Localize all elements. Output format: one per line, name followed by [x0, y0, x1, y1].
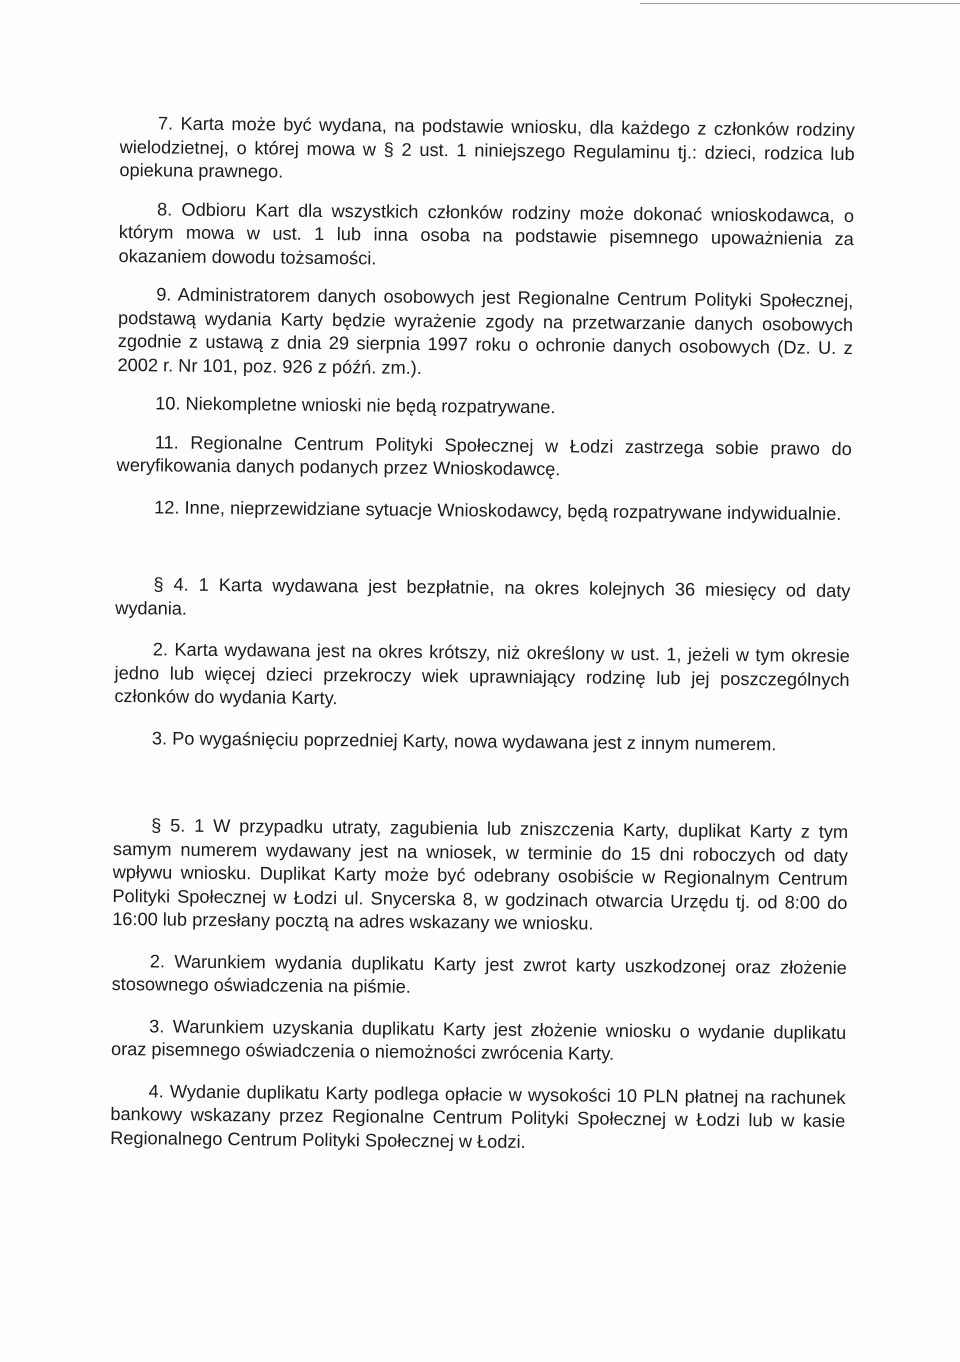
section-4-paragraph-1: § 4. 1 Karta wydawana jest bezpłatnie, na okres kolejnych 36 miesięcy od daty wydania.: [115, 574, 851, 619]
section-5-paragraph-1: § 5. 1 W przypadku utraty, zagubienia lub zniszczenia Karty, duplikat Karty z tym samym numerem wydawany jest na wniosek, w terminie do 15 dni roboczych od daty wpływu wniosku. Duplikat Karty może być odebrany osobiście w Regionalnym Centrum Polityki Społecznej w Łodzi ul. Snycerska 8, w godzinach otwarcia Urzędu tj. od 8:00 do 16:00 lub przesłany pocztą na adres wskazany we wniosku.: [112, 815, 849, 934]
paragraph-12: 12. Inne, nieprzewidziane sytuacje Wnioskodawcy, będą rozpatrywane indywidualnie.: [154, 496, 842, 524]
paragraph-7: 7. Karta może być wydana, na podstawie wniosku, dla każdego z członków rodziny wielodzietnej, o której mowa w § 2 ust. 1 niniejszego Regulaminu tj.: dzieci, rodzica lub opiekuna prawnego.: [119, 113, 855, 182]
section-4-paragraph-2: 2. Karta wydawana jest na okres krótszy, niż określony w ust. 1, jeżeli w tym okresie jedno lub więcej dzieci przekroczy wiek uprawniający rodzinę lub jej poszczególnych członków do wydania Karty.: [114, 639, 850, 709]
top-edge-line: [640, 3, 960, 4]
section-5-paragraph-2: 2. Warunkiem wydania duplikatu Karty jest zwrot karty uszkodzonej oraz złożenie stosownego oświadczenia na piśmie.: [111, 950, 847, 997]
document-body: [110, 112, 855, 1157]
paragraph-10: 10. Niekompletne wnioski nie będą rozpatrywane.: [155, 393, 556, 418]
paragraph-8: 8. Odbioru Kart dla wszystkich członków rodziny może dokonać wnioskodawca, o którym mowa w ust. 1 lub inna osoba na podstawie pisemnego upoważnienia za okazaniem dowodu tożsamości.: [118, 198, 855, 268]
section-4-paragraph-3: 3. Po wygaśnięciu poprzedniej Karty, nowa wydawana jest z innym numerem.: [151, 727, 777, 754]
paragraph-9: 9. Administratorem danych osobowych jest Regionalne Centrum Polityki Społecznej, podstawą wydania Karty będzie wyrażenie zgody na przetwarzanie danych osobowych zgodnie z ustawą z dnia 29 sierpnia 1997 roku o ochronie danych osobowych (Dz. U. z 2002 r. Nr 101, poz. 926 z późń. zm.).: [117, 284, 854, 378]
paragraph-11: 11. Regionalne Centrum Polityki Społecznej w Łodzi zastrzega sobie prawo do weryfikowania danych podanych przez Wnioskodawcę.: [116, 431, 852, 480]
section-5-paragraph-4: 4. Wydanie duplikatu Karty podlega opłacie w wysokości 10 PLN płatnej na rachunek bankowy wskazany przez Regionalne Centrum Polityki Społecznej w Łodzi lub w kasie Regionalnego Centrum Polityki Społecznej w Łodzi.: [110, 1080, 846, 1152]
section-5-paragraph-3: 3. Warunkiem uzyskania duplikatu Karty jest złożenie wniosku o wydanie duplikatu oraz pisemnego oświadczenia o niemożności zwrócenia Karty.: [110, 1015, 847, 1064]
